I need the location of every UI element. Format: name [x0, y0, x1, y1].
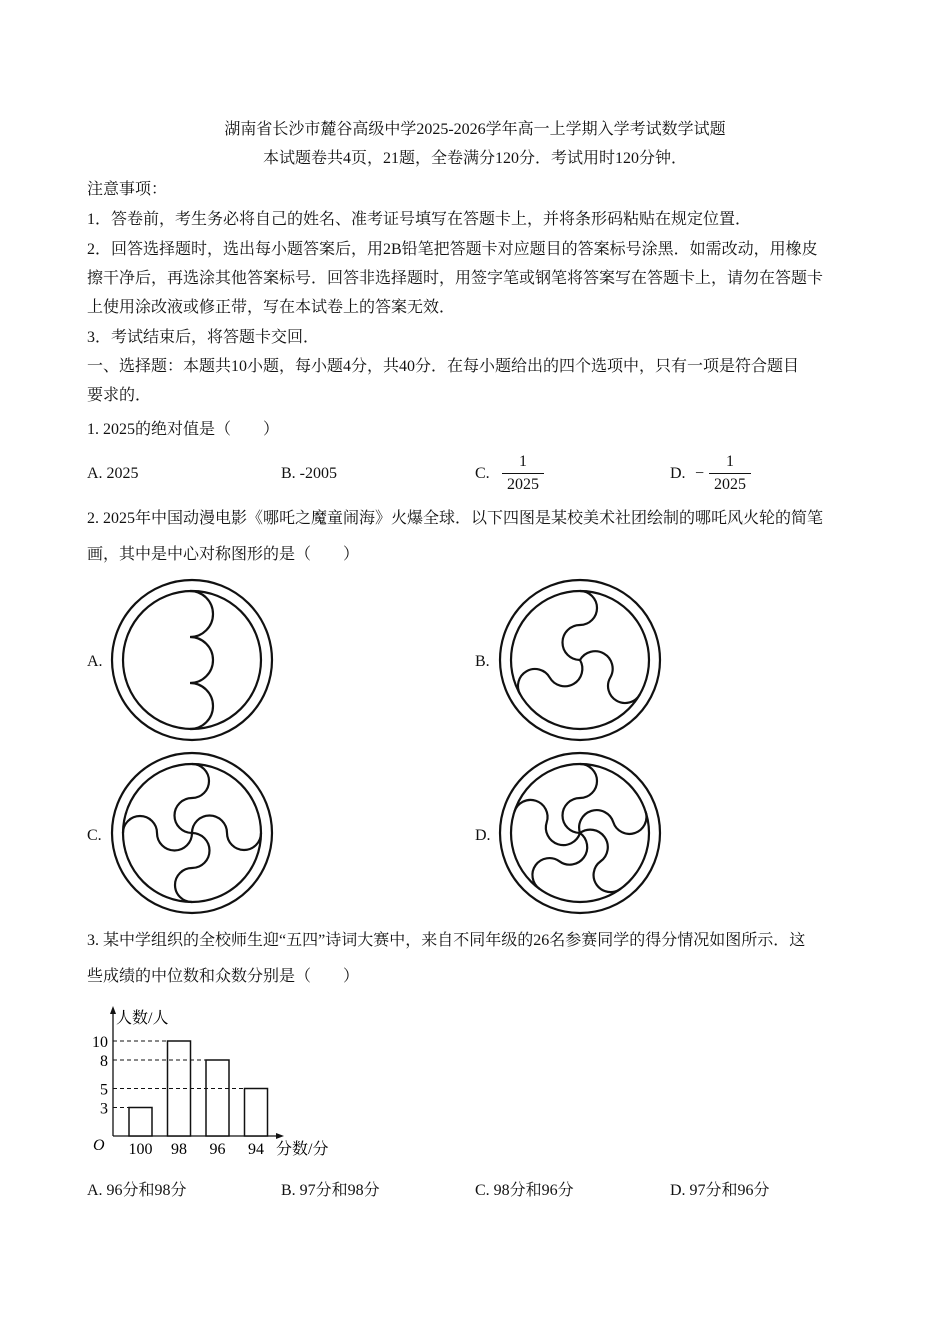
x-tick-label: 100 — [128, 1141, 153, 1158]
q1-c-numerator: 1 — [519, 453, 527, 470]
spiral-arm — [123, 816, 192, 851]
bar-94 — [245, 1089, 268, 1137]
spiral-arm — [175, 764, 210, 833]
y-tick-label: 5 — [100, 1081, 108, 1099]
exam-title: 湖南省长沙市麓谷高级中学2025-2026学年高一上学期入学考试数学试题 — [224, 121, 726, 138]
note-1: 1．答卷前，考生务必将自己的姓名、准考证号填写在答题卡上，并将条形码粘贴在规定位置． — [87, 211, 752, 228]
x-axis-arrow — [276, 1133, 284, 1139]
bar-96 — [206, 1060, 229, 1136]
wheel-b-figure[interactable] — [498, 578, 662, 742]
q2-option-c-label[interactable]: C. — [87, 827, 102, 844]
score-bar-chart — [80, 1000, 370, 1165]
q1-option-c-label[interactable]: C. — [475, 465, 490, 482]
spiral-arm — [175, 833, 210, 902]
q1-c-denominator: 2025 — [507, 476, 539, 493]
wave-curve — [190, 591, 213, 729]
q2-option-a-label[interactable]: A. — [87, 653, 103, 670]
q1-stem: 1. 2025的绝对值是（ ） — [87, 421, 280, 438]
q3-option-d[interactable]: D. 97分和96分 — [670, 1182, 770, 1199]
q2-stem-line-2: 画，其中是中心对称图形的是（ ） — [87, 546, 360, 563]
x-tick-label: 98 — [171, 1141, 187, 1158]
x-axis-label: 分数/分 — [276, 1141, 329, 1158]
q1-option-a[interactable]: A. 2025 — [87, 465, 139, 482]
spiral-arm — [526, 823, 594, 899]
q3-option-c[interactable]: C. 98分和96分 — [475, 1182, 574, 1199]
y-axis-label: 人数/人 — [116, 1010, 169, 1027]
wheel-c-figure[interactable] — [110, 751, 274, 915]
wheel-a-figure[interactable] — [110, 578, 274, 742]
q1-option-c-fraction — [502, 452, 544, 495]
q1-option-d-sign: − — [695, 465, 705, 482]
note-2-line-3: 上使用涂改液或修正带，写在本试卷上的答案无效． — [87, 299, 456, 316]
section-1-line-2: 要求的． — [87, 387, 152, 404]
origin-label: O — [93, 1137, 105, 1154]
note-3: 3．考试结束后，将答题卡交回． — [87, 329, 320, 346]
note-2-line-2: 擦干净后，再选涂其他答案标号．回答非选择题时，用签字笔或钢笔将答案写在答题卡上，请勿在答题卡 — [87, 270, 824, 287]
inner-ring — [123, 591, 261, 729]
x-tick-label: 94 — [248, 1141, 264, 1158]
y-tick-label: 10 — [92, 1034, 108, 1051]
q3-option-b[interactable]: B. 97分和98分 — [281, 1182, 380, 1199]
spiral-arm — [563, 591, 598, 660]
bar-100 — [129, 1108, 152, 1137]
q3-stem-line-2: 些成绩的中位数和众数分别是（ ） — [87, 968, 360, 985]
wheel-d-figure[interactable] — [498, 751, 662, 915]
q3-stem-line-1: 3. 某中学组织的全校师生迎“五四”诗词大赛中，来自不同年级的26名参赛同学的得分情况如图所示．这 — [87, 932, 806, 949]
outer-ring — [112, 580, 272, 740]
q1-option-d-fraction — [709, 452, 751, 495]
y-tick-label: 3 — [100, 1100, 108, 1118]
q1-d-denominator: 2025 — [714, 476, 746, 493]
spiral-arm — [572, 645, 649, 709]
q3-option-a[interactable]: A. 96分和98分 — [87, 1182, 187, 1199]
q1-option-b[interactable]: B. -2005 — [281, 465, 337, 482]
y-tick-label: 8 — [100, 1053, 108, 1070]
q1-d-numerator: 1 — [726, 453, 734, 470]
exam-subtitle: 本试题卷共4页，21题，全卷满分120分．考试用时120分钟． — [262, 150, 687, 167]
q2-stem-line-1: 2. 2025年中国动漫电影《哪吒之魔童闹海》火爆全球．以下四图是某校美术社团绘制的哪吒风火轮的简笔 — [87, 510, 824, 527]
spiral-arm — [192, 816, 261, 851]
section-1-line-1: 一、选择题：本题共10小题，每小题4分，共40分．在每小题给出的四个选项中，只有一项是符合题目 — [87, 358, 800, 375]
q1-option-d-label[interactable]: D. — [670, 465, 686, 482]
q2-option-b-label[interactable]: B. — [475, 653, 490, 670]
fraction-bar — [709, 473, 751, 474]
x-tick-label: 96 — [209, 1141, 226, 1158]
q2-option-d-label[interactable]: D. — [475, 827, 491, 844]
spiral-arm — [509, 796, 585, 850]
notes-heading: 注意事项： — [87, 181, 168, 198]
fraction-bar — [502, 473, 544, 474]
note-2-line-1: 2．回答选择题时，选出每小题答案后，用2B铅笔把答题卡对应题目的答案标号涂黑．如需改动，用橡皮 — [87, 241, 818, 258]
